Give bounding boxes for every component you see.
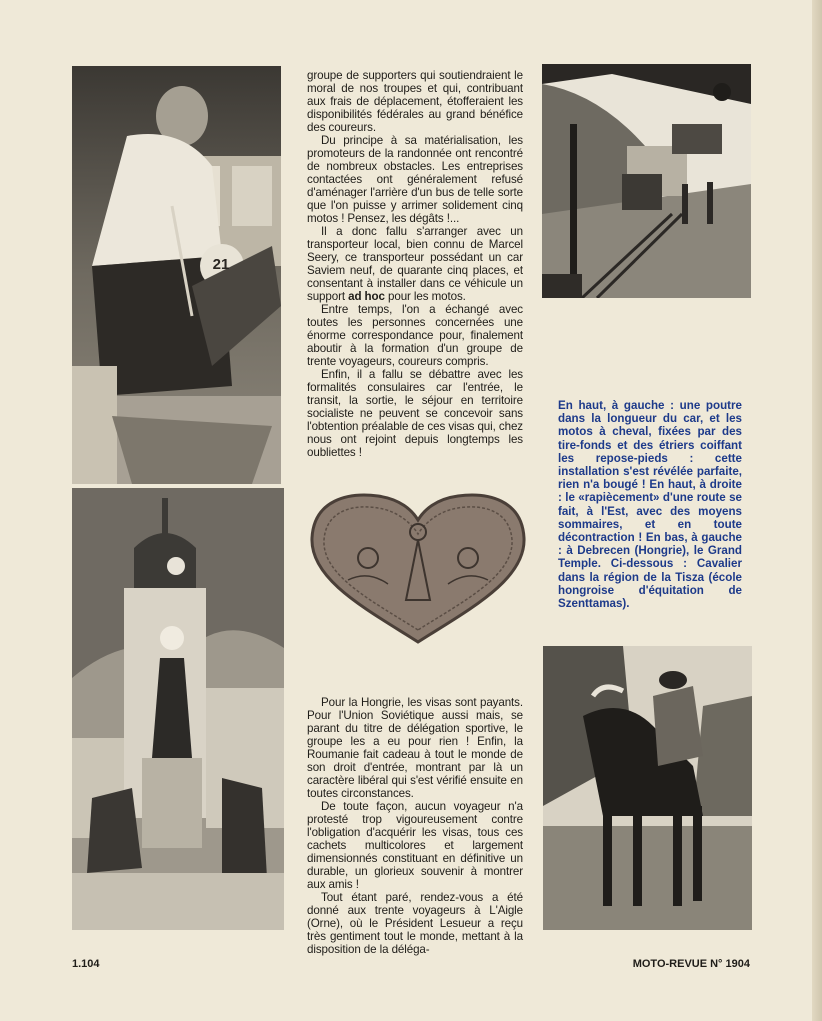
text-bold-run: ad hoc: [348, 290, 385, 303]
text-run: pour les motos.: [388, 290, 466, 303]
article-column-top: [307, 69, 523, 459]
paragraph: Tout étant paré, rendez-vous a été donné aux trente voyageurs à L'Aigle (Orne), où le Président Lesueur a reçu très gentiment tout le monde, mettant à la disposition de la déléga-: [307, 891, 523, 956]
magazine-issue: MOTO-REVUE N° 1904: [632, 958, 750, 970]
paragraph: Enfin, il a fallu se débattre avec les formalités consulaires car l'entrée, le transit, la sortie, le séjour en territoire socialiste ne peuvent se concevoir sans l'obtention préalable de ces visas qui, chez nous ont rejoint depuis longtemps les oubliettes !: [307, 368, 523, 459]
photo-horse-rider-tisza: [543, 646, 752, 930]
photo-caption: En haut, à gauche : une poutre dans la longueur du car, et les motos à cheval, fixées par des tire-fonds et des étriers coiffant les repose-pieds : cette installation s'est révélée parfaite, rien n'a bougé ! En haut, à droite : le «rapiècement» d'une route se fait, à l'Est, avec des moyens sommaires, et en toute décontraction ! En bas, à gauche : à Debrecen (Hongrie), le Grand Temple. Ci-dessous : Cavalier dans la région de la Tisza (école hongroise d'équitation de Szenttamas).: [558, 399, 742, 611]
paragraph: Du principe à sa matérialisation, les promoteurs de la randonnée ont rencontré de nombreux obstacles. Les entreprises contactées ont généralement refusé d'aménager l'arrière d'un bus de telle sorte que l'on puisse y arrimer solidement cinq motos ! Pensez, les dégâts !...: [307, 134, 523, 225]
race-number-label: 21: [212, 256, 230, 273]
paragraph: Entre temps, l'on a échangé avec toutes les personnes concernées une énorme correspondance pour, finalement aboutir à la formation d'un groupe de trente voyageurs, coureurs compris.: [307, 303, 523, 368]
photo-debrecen-grand-temple: [72, 488, 284, 930]
paragraph: [307, 225, 523, 303]
paragraph: Pour la Hongrie, les visas sont payants. Pour l'Union Soviétique aussi mais, se parant du titre de délégation sportive, le groupe les a eu pour rien ! Enfin, la Roumanie fait cadeau à tout le monde de son droit d'entrée, montrant par là un caractère libéral qui s'est vérifié ensuite en toutes circonstances.: [307, 696, 523, 800]
photo-road-repair: [542, 64, 751, 298]
paragraph: De toute façon, aucun voyageur n'a protesté trop vigoureusement contre l'obligation d'acquérir les visas, tous ces cachets multicolores et largement dimensionnés constituant en définitive un durable, un glorieux souvenir à montrer aux amis !: [307, 800, 523, 891]
article-column-bottom: [307, 696, 523, 956]
page-number: 1.104: [72, 958, 100, 970]
photo-bus-motorcycles: [72, 66, 281, 484]
paragraph: groupe de supporters qui soutiendraient le moral de nos troupes et qui, contribuant aux frais de déplacement, étofferaient les disponibilités fédérales au grand bénéfice des coureurs.: [307, 69, 523, 134]
heart-ornament: [308, 480, 528, 646]
text-run: Il a donc fallu s'arranger avec un transporteur local, bien connu de Marcel Seery, ce transporteur possédant un car Saviem neuf, de quarante cinq places, et consentant à installer dans ce véhicule un support: [307, 225, 523, 303]
page-edge: [812, 0, 822, 1021]
